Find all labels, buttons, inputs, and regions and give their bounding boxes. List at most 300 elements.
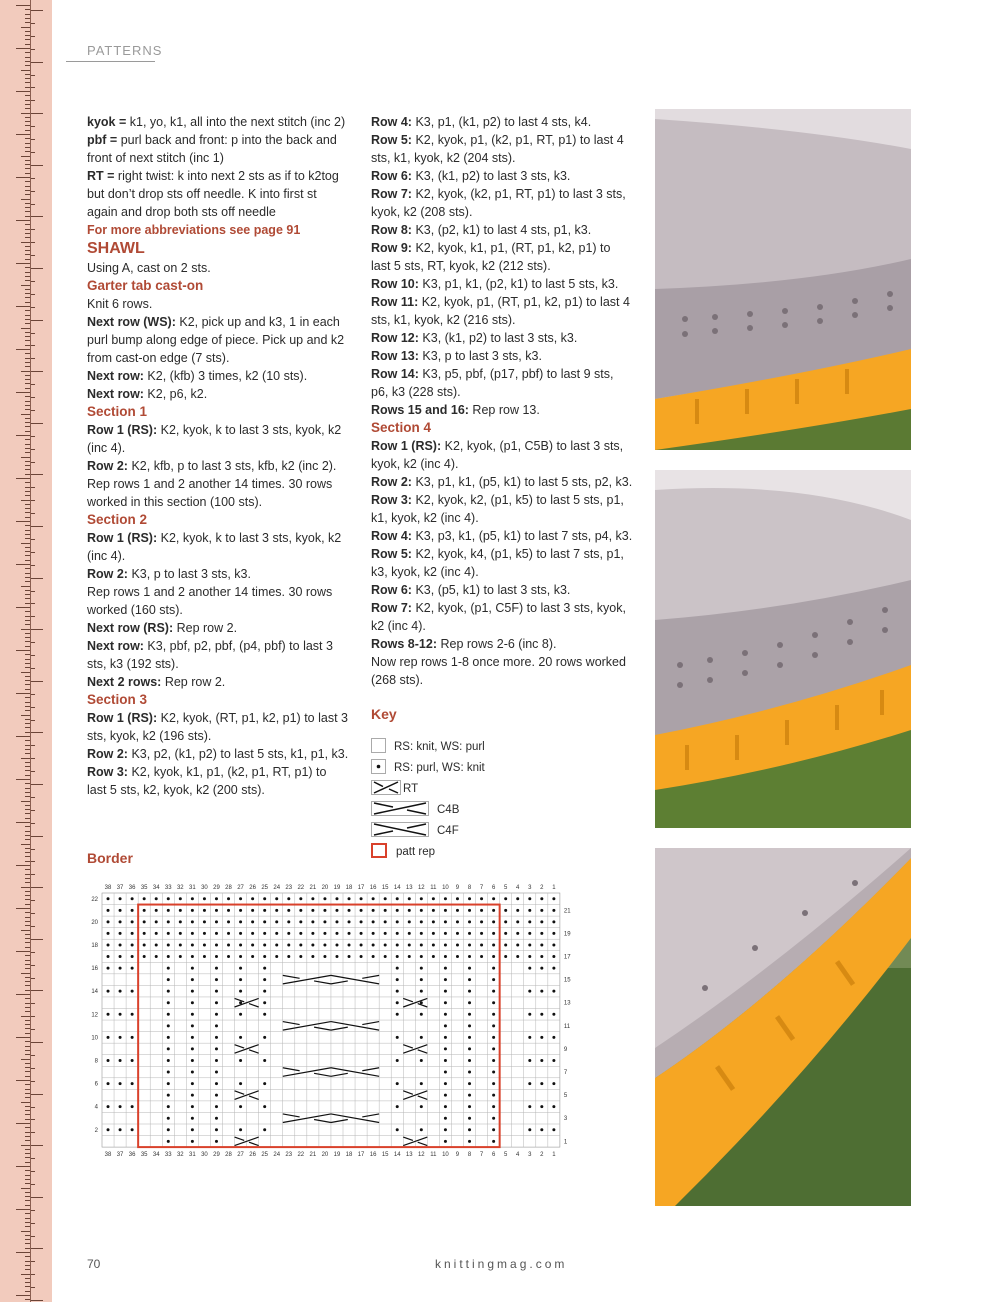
purl-dot (167, 1001, 170, 1004)
ruler-tick (21, 1059, 30, 1060)
column-label-bottom: 35 (140, 1152, 148, 1159)
purl-dot (456, 897, 459, 900)
ruler-tick (16, 607, 30, 608)
purl-dot (263, 1105, 266, 1108)
purl-dot (167, 1036, 170, 1039)
row-label-left: 14 (91, 989, 98, 996)
purl-dot (504, 909, 507, 912)
purl-dot (348, 932, 351, 935)
ruler-tick (25, 809, 30, 810)
ruler-cm-tick (31, 410, 35, 411)
ruler-tick (25, 968, 30, 969)
pattern-column-1 (87, 113, 349, 799)
purl-dot (239, 909, 242, 912)
ruler-tick (25, 340, 30, 341)
purl-dot (131, 1105, 134, 1108)
key-knit: RS: knit, WS: purl (371, 738, 485, 756)
ruler-cm-tick (31, 1274, 35, 1275)
ruler-tick (25, 624, 30, 625)
purl-dot (420, 943, 423, 946)
ruler-tick (25, 727, 30, 728)
pattern-row (87, 763, 349, 799)
purl-dot (143, 932, 146, 935)
column-label-bottom: 26 (249, 1152, 256, 1159)
ruler-tick (21, 285, 30, 286)
ruler-tick (16, 994, 30, 995)
ruler-tick (25, 1063, 30, 1064)
column-label-top: 14 (393, 885, 401, 891)
purl-dot (335, 955, 338, 958)
ruler-cm-tick (31, 36, 35, 37)
ruler-tick (25, 375, 30, 376)
section-4-rows (371, 437, 633, 689)
ruler-tick (25, 555, 30, 556)
key-c4b: C4B (371, 801, 459, 819)
purl-dot (492, 897, 495, 900)
row-instruction: Rep rows 1 and 2 another 14 times. 30 rows worked (160 sts). (87, 585, 333, 617)
ruler-tick (16, 48, 30, 49)
purl-dot (540, 1013, 543, 1016)
ruler-cm-tick (31, 449, 35, 450)
ruler-tick (25, 659, 30, 660)
ruler-tick (25, 551, 30, 552)
ruler-cm-tick (31, 281, 35, 282)
purl-dot (372, 955, 375, 958)
ruler-tick (25, 452, 30, 453)
column-label-bottom: 7 (479, 1152, 484, 1159)
row-instruction: K2, kyok, k to last 3 sts, kyok, k2 (inc 4). (87, 531, 342, 563)
ruler-tick (25, 598, 30, 599)
purl-dot (348, 909, 351, 912)
purl-dot (215, 1059, 218, 1062)
ruler-tick (25, 1071, 30, 1072)
garter-tab-heading: Garter tab cast-on (87, 278, 204, 293)
ruler-tick (25, 444, 30, 445)
ruler-tick (25, 663, 30, 664)
ruler-tick (25, 44, 30, 45)
column-label-top: 31 (189, 885, 196, 891)
purl-dot (107, 920, 110, 923)
ruler-tick (25, 164, 30, 165)
purl-dot (396, 943, 399, 946)
ruler-tick (25, 293, 30, 294)
ruler-cm-tick (31, 307, 35, 308)
row-label: Rows 8-12: (371, 637, 437, 651)
ruler-tick (16, 220, 30, 221)
ruler-cm-tick (31, 1184, 35, 1185)
purl-dot (528, 1036, 531, 1039)
site-url: knittingmag.com (435, 1257, 568, 1271)
purl-dot (251, 897, 254, 900)
row-label: Row 14: (371, 367, 419, 381)
pattern-row (371, 491, 633, 527)
purl-dot (444, 1140, 447, 1143)
row-label-right: 13 (563, 1000, 571, 1007)
purl-dot (191, 909, 194, 912)
ruler-tick (25, 981, 30, 982)
row-instruction: Rep rows 2-6 (inc 8). (437, 637, 557, 651)
pattern-row (371, 167, 633, 185)
ruler-tick (25, 1093, 30, 1094)
pattern-row (87, 313, 349, 367)
pattern-repeat-icon (371, 843, 388, 861)
ruler-tick (25, 874, 30, 875)
ruler-tick (25, 125, 30, 126)
ruler-tick (25, 1239, 30, 1240)
row-instruction: K3, pbf, p2, pbf, (p4, pbf) to last 3 sts, k3 (192 sts). (87, 639, 333, 671)
ruler-tick (16, 736, 30, 737)
purl-dot (468, 1140, 471, 1143)
ruler-tick (25, 603, 30, 604)
purl-dot (179, 943, 182, 946)
row-label: Next row (WS): (87, 315, 176, 329)
ruler-tick (25, 22, 30, 23)
ruler-tick (25, 168, 30, 169)
purl-dot (107, 1105, 110, 1108)
ruler-tick (25, 1127, 30, 1128)
pattern-row (371, 653, 633, 689)
purl-dot (239, 1082, 242, 1085)
ruler-tick (16, 521, 30, 522)
purl-dot (360, 955, 363, 958)
pattern-row (371, 473, 633, 491)
ruler-tick (21, 715, 30, 716)
ruler-tick (25, 895, 30, 896)
ruler-tick (25, 1213, 30, 1214)
column-label-top: 2 (540, 885, 544, 891)
ruler-tick (25, 512, 30, 513)
ruler-tick (25, 921, 30, 922)
purl-dot (155, 897, 158, 900)
purl-dot (384, 920, 387, 923)
pattern-row (87, 637, 349, 673)
purl-dot (492, 1094, 495, 1097)
ruler-tick (21, 1231, 30, 1232)
ruler-tick (25, 990, 30, 991)
ruler-cm-tick (31, 255, 35, 256)
purl-dot (239, 978, 242, 981)
column-label-top: 7 (479, 885, 484, 891)
cable-4-back-icon (371, 801, 429, 819)
ruler-tick (25, 753, 30, 754)
cable-4-front-icon (371, 822, 429, 840)
pattern-row (87, 457, 349, 475)
purl-dot (444, 932, 447, 935)
purl-dot (480, 932, 483, 935)
ruler-cm-tick (31, 1055, 35, 1056)
ruler-tick (25, 538, 30, 539)
purl-dot (468, 1128, 471, 1131)
row-instruction: K2, kyok, k2, (p1, k5) to last 5 sts, p1, k1, kyok, k2 (inc 4). (371, 493, 624, 525)
purl-dot (131, 909, 134, 912)
purl-dot (191, 955, 194, 958)
column-label-top: 33 (164, 885, 172, 891)
ruler-tick (21, 1016, 30, 1017)
row-instruction: K3, p1, (k1, p2) to last 4 sts, k4. (411, 115, 592, 129)
row-instruction: K2, (kfb) 3 times, k2 (10 sts). (143, 369, 308, 383)
purl-dot (191, 1013, 194, 1016)
row-instruction: K3, (k1, p2) to last 3 sts, k3. (411, 169, 571, 183)
ruler-tick (25, 117, 30, 118)
purl-dot (492, 920, 495, 923)
purl-dot (107, 1036, 110, 1039)
ruler-tick (25, 517, 30, 518)
ruler-tick (25, 762, 30, 763)
pattern-row (371, 581, 633, 599)
purl-dot (239, 932, 242, 935)
purl-dot (492, 1059, 495, 1062)
ruler-tick (25, 899, 30, 900)
purl-dot (396, 1001, 399, 1004)
ruler-cm-tick (31, 191, 35, 192)
purl-dot (191, 1001, 194, 1004)
pattern-row (87, 619, 349, 637)
ruler-tick (25, 297, 30, 298)
purl-dot (480, 897, 483, 900)
purl-dot (263, 1059, 266, 1062)
purl-dot (408, 909, 411, 912)
column-label-bottom: 10 (442, 1152, 449, 1159)
ruler-cm-tick (31, 1158, 35, 1159)
ruler-tick (21, 930, 30, 931)
ruler-tick (25, 680, 30, 681)
ruler-cm-tick (31, 668, 35, 669)
purl-dot (191, 978, 194, 981)
ruler-tick (25, 1136, 30, 1137)
ruler-cm-tick (31, 333, 35, 334)
purl-dot (299, 955, 302, 958)
purl-dot (167, 990, 170, 993)
purl-dot (215, 1071, 218, 1074)
purl-dot (107, 955, 110, 958)
ruler-tick (25, 925, 30, 926)
shawl-corner-photo (655, 848, 911, 1206)
ruler-tick (21, 199, 30, 200)
purl-dot (179, 920, 182, 923)
purl-dot (396, 967, 399, 970)
ruler-tick (25, 431, 30, 432)
ruler-tick (25, 254, 30, 255)
row-label: Row 12: (371, 331, 419, 345)
purl-dot (131, 1082, 134, 1085)
ruler-tick (25, 904, 30, 905)
ruler-tick (25, 869, 30, 870)
ruler-tick (25, 667, 30, 668)
purl-dot (167, 1094, 170, 1097)
ruler-tick (25, 181, 30, 182)
purl-dot (239, 1059, 242, 1062)
ruler-tick (25, 1076, 30, 1077)
row-label: Row 3: (87, 765, 128, 779)
purl-dot (167, 1128, 170, 1131)
row-label: Next row: (87, 387, 144, 401)
ruler-tick (25, 594, 30, 595)
ruler-tick (16, 693, 30, 694)
purl-dot (107, 1128, 110, 1131)
column-label-bottom: 33 (164, 1152, 172, 1159)
column-label-top: 8 (467, 885, 472, 891)
ruler-tick (25, 882, 30, 883)
row-instruction: Rep rows 1 and 2 another 14 times. 30 rows worked in this section (100 sts). (87, 477, 333, 509)
purl-dot (167, 920, 170, 923)
purl-dot (540, 897, 543, 900)
ruler-tick (25, 745, 30, 746)
purl-dot (468, 978, 471, 981)
row-label-left: 20 (91, 919, 98, 926)
key-heading: Key (371, 706, 397, 722)
ruler-tick (25, 104, 30, 105)
ruler-tick (25, 749, 30, 750)
purl-dot (444, 1024, 447, 1027)
ruler-tick (25, 813, 30, 814)
purl-dot (540, 1059, 543, 1062)
purl-dot (215, 990, 218, 993)
ruler-tick (25, 1248, 30, 1249)
purl-dot (384, 897, 387, 900)
purl-dot (420, 909, 423, 912)
ruler-tick (16, 865, 30, 866)
section-1-rows (87, 421, 349, 511)
ruler-tick (25, 1106, 30, 1107)
ruler-tick (25, 302, 30, 303)
ruler-tick (25, 495, 30, 496)
purl-dot (504, 943, 507, 946)
purl-dot (131, 967, 134, 970)
ruler-tick (21, 1145, 30, 1146)
section-1-heading: Section 1 (87, 404, 148, 419)
ruler-cm-tick (31, 1248, 43, 1249)
purl-dot (348, 955, 351, 958)
ruler-cm-tick (31, 552, 35, 553)
ruler-cm-tick (31, 1197, 43, 1198)
ruler-tick (25, 1149, 30, 1150)
purl-dot (263, 1128, 266, 1131)
more-abbreviations-link[interactable]: For more abbreviations see page 91 (87, 223, 301, 237)
column-label-bottom: 38 (104, 1152, 112, 1159)
purl-dot (468, 932, 471, 935)
ruler-strip (0, 0, 52, 1302)
purl-dot (528, 932, 531, 935)
abbrev-kyok: kyok = k1, yo, k1, all into the next stitch (inc 2) (87, 115, 346, 129)
purl-dot (444, 897, 447, 900)
column-label-top: 35 (140, 885, 148, 891)
purl-dot (468, 1001, 471, 1004)
purl-dot (396, 1036, 399, 1039)
purl-dot (191, 1059, 194, 1062)
purl-dot (492, 967, 495, 970)
purl-dot (540, 1128, 543, 1131)
purl-dot (444, 1105, 447, 1108)
purl-dot (323, 920, 326, 923)
ruler-tick (25, 770, 30, 771)
ruler-tick (25, 1041, 30, 1042)
pattern-row (371, 545, 633, 581)
column-label-top: 28 (225, 885, 232, 891)
purl-dot (552, 920, 555, 923)
ruler-tick (25, 1046, 30, 1047)
row-label: Row 7: (371, 601, 412, 615)
pattern-row (371, 401, 633, 419)
purl-dot (263, 1013, 266, 1016)
ruler-tick (16, 1295, 30, 1296)
purl-dot (203, 943, 206, 946)
ruler-tick (25, 1205, 30, 1206)
purl-dot (191, 920, 194, 923)
ruler-tick (25, 964, 30, 965)
pattern-row (371, 239, 633, 275)
row-label-right: 11 (563, 1023, 571, 1030)
purl-dot (167, 932, 170, 935)
purl-dot (227, 943, 230, 946)
ruler-tick (25, 1269, 30, 1270)
row-instruction: K3, p3, k1, (p5, k1) to last 7 sts, p4, k3. (411, 529, 633, 543)
ruler-cm-tick (31, 1081, 35, 1082)
purl-dot (107, 897, 110, 900)
purl-dot (275, 932, 278, 935)
purl-dot (348, 943, 351, 946)
ruler-tick (25, 409, 30, 410)
purl-dot (191, 1105, 194, 1108)
purl-dot (456, 943, 459, 946)
purl-dot (396, 1105, 399, 1108)
purl-dot (215, 1094, 218, 1097)
column-label-top: 13 (405, 885, 413, 891)
purl-dot (492, 1024, 495, 1027)
purl-dot (239, 897, 242, 900)
purl-dot (167, 1140, 170, 1143)
purl-dot (444, 1094, 447, 1097)
purl-dot (492, 1082, 495, 1085)
column-label-top: 29 (213, 885, 220, 891)
purl-dot (516, 909, 519, 912)
purl-dot (528, 1082, 531, 1085)
purl-dot (239, 990, 242, 993)
ruler-cm-tick (31, 1003, 35, 1004)
purl-dot (492, 1128, 495, 1131)
row-instruction: K2, kyok, k to last 3 sts, kyok, k2 (inc 4). (87, 423, 342, 455)
row-instruction: K2, kfb, p to last 3 sts, kfb, k2 (inc 2). (127, 459, 337, 473)
purl-dot (444, 967, 447, 970)
column-label-top: 10 (442, 885, 449, 891)
column-label-bottom: 8 (467, 1152, 472, 1159)
purl-dot (299, 932, 302, 935)
ruler-tick (25, 573, 30, 574)
ruler-tick (25, 955, 30, 956)
ruler-tick (25, 233, 30, 234)
row-instruction: K2, kyok, (p1, C5B) to last 3 sts, kyok, k2 (inc 4). (371, 439, 624, 471)
purl-dot (516, 932, 519, 935)
ruler-cm-tick (31, 487, 35, 488)
purl-dot (323, 955, 326, 958)
row-label-right: 1 (563, 1139, 568, 1146)
purl-dot (191, 990, 194, 993)
ruler-cm-tick (31, 513, 35, 514)
purl-dot (335, 932, 338, 935)
ruler-tick (25, 280, 30, 281)
purl-dot (396, 920, 399, 923)
ruler-cm-tick (31, 62, 43, 63)
purl-dot (444, 955, 447, 958)
purl-dot (215, 909, 218, 912)
ruler-cm-tick (31, 539, 35, 540)
ruler-tick (25, 1278, 30, 1279)
purl-dot (131, 955, 134, 958)
purl-dot (143, 943, 146, 946)
purl-dot (215, 967, 218, 970)
purl-dot (119, 932, 122, 935)
purl-dot (299, 897, 302, 900)
ruler-cm-tick (31, 810, 35, 811)
